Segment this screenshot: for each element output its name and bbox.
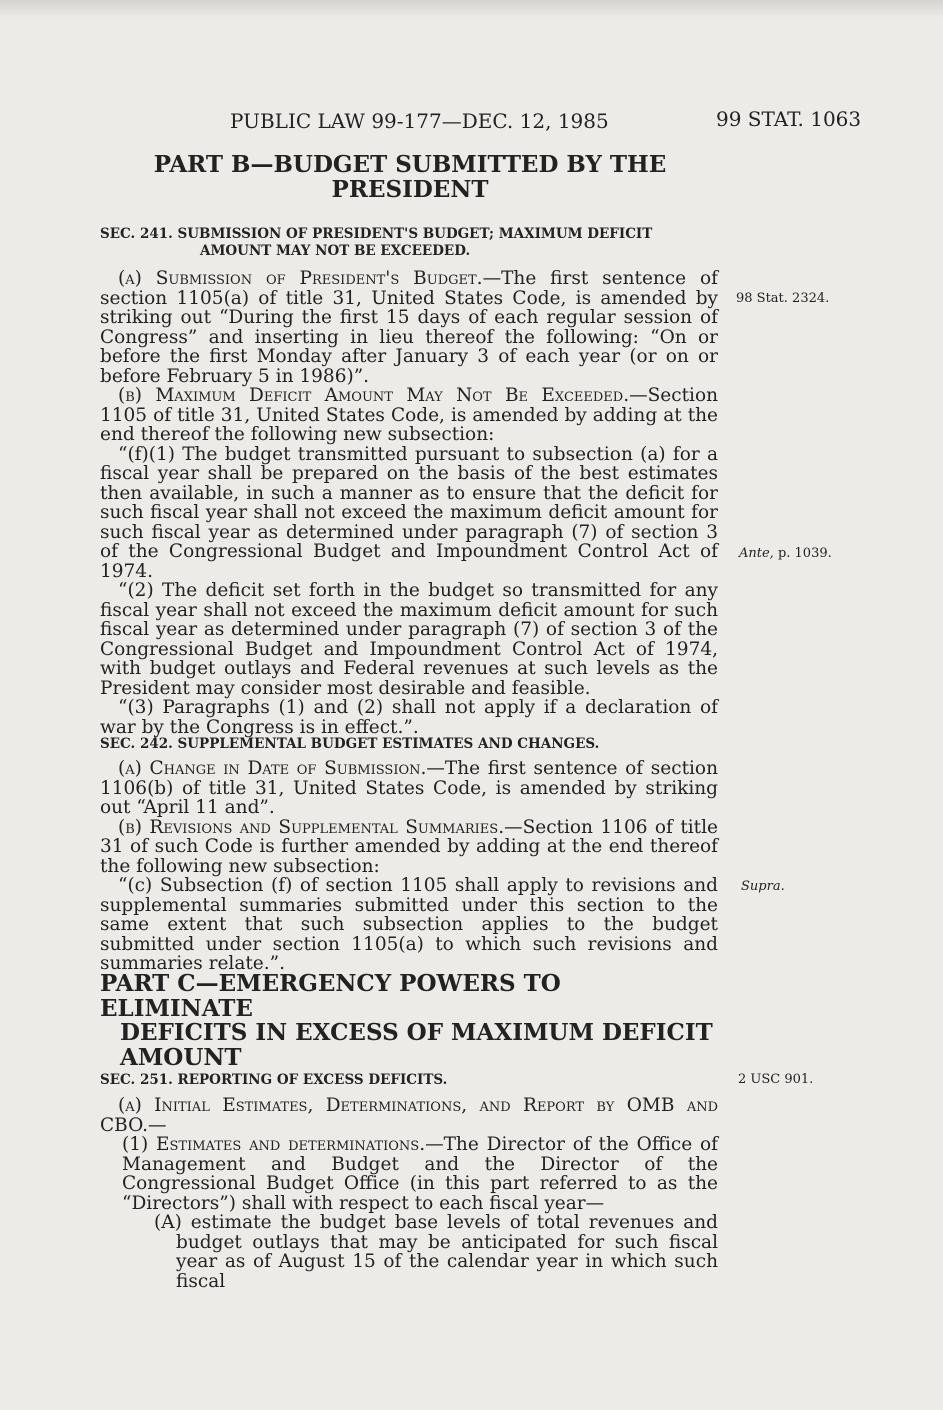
part-c-heading: PART C—EMERGENCY POWERS TO ELIMINATE DEFICITS IN EXCESS OF MAXIMUM DEFICIT AMOUNT [100, 970, 713, 1071]
sec-241-a: (a) Submission of President's Budget.—The first sentence of section 1105(a) of title 31, United States Code, is amended by striking out “During the first 15 days of each regular session of Congress” and inserting in lieu thereof the following: “On or before the first Monday after January 3 of each year (or on or before February 5 in 1986)”. [100, 268, 718, 387]
sec-241-body [100, 269, 718, 737]
margin-note-2-usc: 2 USC 901. [738, 1072, 814, 1087]
sec-251-a1: (1) Estimates and determinations.—The Director of the Office of Management and Budget and the Director of the Congressional Budget Office (in this part referred to as the “Directors”) shall with respect to each fiscal year— [122, 1134, 718, 1214]
margin-note-98-stat: 98 Stat. 2324. [736, 291, 830, 306]
sec-241-b: (b) Maximum Deficit Amount May Not Be Exceeded.—Section 1105 of title 31, United States Code, is amended by adding at the end thereof the following new subsection: [100, 385, 718, 445]
sec-242-c: “(c) Subsection (f) of section 1105 shall apply to revisions and supplemental summaries submitted under this section to the same extent that such subsection applies to the budget submitted under section 1105(a) to which such revisions and summaries relate.”. [100, 875, 718, 974]
sec-241-f2: “(2) The deficit set forth in the budget so transmitted for any fiscal year shall not exceed the maximum deficit amount for such fiscal year as determined under paragraph (7) of section 3 of the Congressional Budget and Impoundment Control Act of 1974, with budget outlays and Federal revenues at such levels as the President may consider most desirable and feasible. [100, 580, 718, 699]
sec-242-a: (a) Change in Date of Submission.—The first sentence of section 1106(b) of title 31, United States Code, is amended by striking out “April 11 and”. [100, 758, 718, 818]
page-top-edge [0, 0, 943, 18]
statute-page-number: 99 STAT. 1063 [716, 107, 862, 131]
margin-note-ante: Ante, p. 1039. [739, 546, 832, 561]
sec-241-f1: “(f)(1) The budget transmitted pursuant to subsection (a) for a fiscal year shall be prepared on the basis of the best estimates then available, in such a manner as to ensure that the deficit for such fiscal year shall not exceed the maximum deficit amount for such fiscal year as determined under paragraph (7) of section 3 of the Congressional Budget and Impoundment Control Act of 1974. [100, 443, 718, 582]
sec-241-heading: SEC. 241. SUBMISSION OF PRESIDENT'S BUDGET; MAXIMUM DEFICIT AMOUNT MAY NOT BE EXCEEDED. [100, 226, 653, 259]
sec-251-body [100, 1096, 718, 1291]
sec-242-body [100, 759, 718, 974]
sec-251-heading: SEC. 251. REPORTING OF EXCESS DEFICITS. [100, 1072, 448, 1088]
part-b-heading: PART B—BUDGET SUBMITTED BY THE PRESIDENT [153, 151, 667, 203]
sec-251-a1-A: (A) estimate the budget base levels of total revenues and budget outlays that may be anticipated for such fiscal year as of August 15 of the calendar year in which such fiscal [154, 1212, 718, 1292]
sec-242-b: (b) Revisions and Supplemental Summaries.—Section 1106 of title 31 of such Code is further amended by adding at the end thereof the following new subsection: [100, 816, 718, 877]
sec-242-heading: SEC. 242. SUPPLEMENTAL BUDGET ESTIMATES AND CHANGES. [100, 736, 600, 752]
sec-241-f3: “(3) Paragraphs (1) and (2) shall not apply if a declaration of war by the Congress is in effect.”. [100, 697, 718, 738]
running-header: PUBLIC LAW 99-177—DEC. 12, 1985 [230, 109, 609, 133]
margin-note-supra: Supra. [741, 879, 785, 894]
sec-251-a: (a) Initial Estimates, Determinations, and Report by OMB and CBO.— [100, 1095, 718, 1136]
